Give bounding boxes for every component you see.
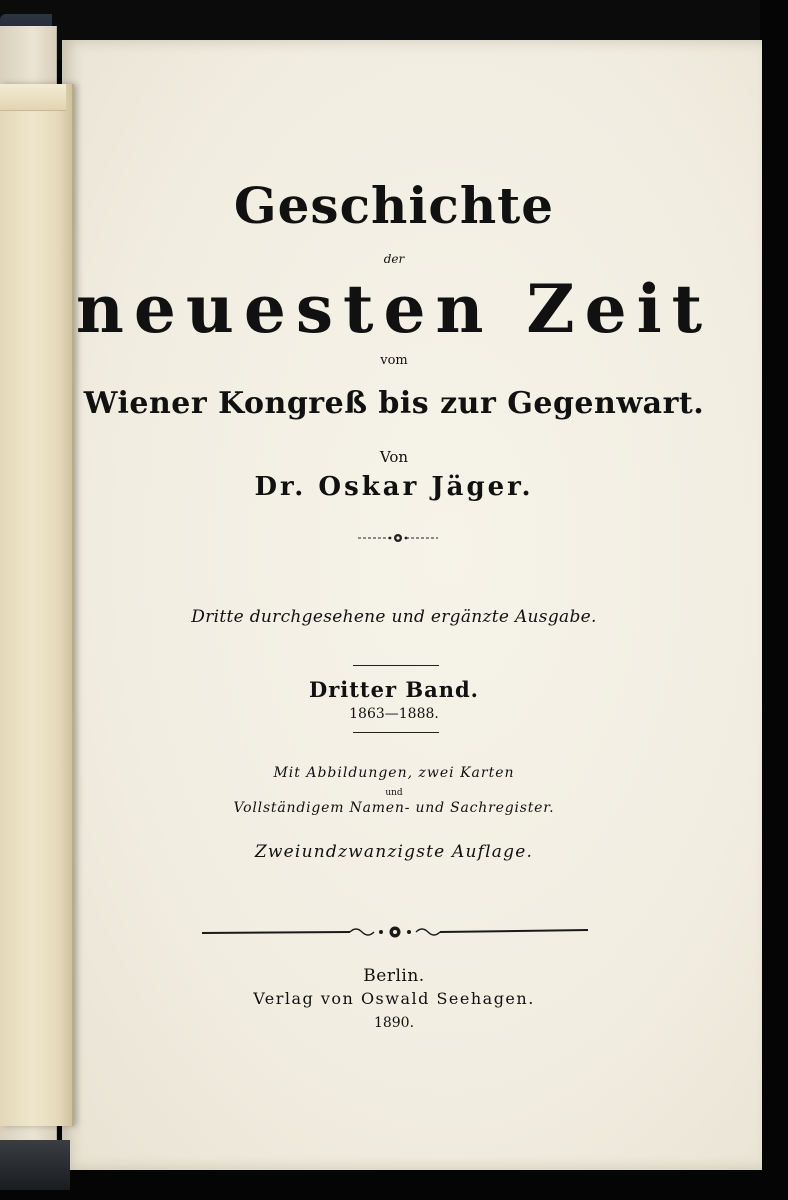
divider-top bbox=[353, 665, 439, 666]
edition-statement: Dritte durchgesehene und ergänzte Ausgabe. bbox=[191, 607, 597, 627]
title-connector-der: der bbox=[383, 252, 405, 266]
divider-bottom bbox=[353, 732, 439, 733]
author-prefix: Von bbox=[379, 448, 409, 466]
contents-connector: und bbox=[385, 788, 403, 798]
volume-label: Dritter Band. bbox=[308, 677, 479, 702]
imprint-city: Berlin. bbox=[363, 966, 425, 986]
flyleaf-fold bbox=[0, 84, 66, 111]
book-cover-bottom bbox=[0, 1140, 70, 1190]
title-connector-vom: vom bbox=[380, 353, 408, 368]
imprint-publisher: Verlag von Oswald Seehagen. bbox=[253, 989, 535, 1008]
contents-line-1: Mit Abbildungen, zwei Karten bbox=[273, 765, 515, 781]
title-line-2: neuesten Zeit bbox=[75, 270, 713, 348]
large-ornament-icon bbox=[200, 922, 590, 942]
volume-years: 1863—1888. bbox=[349, 706, 439, 722]
printing-statement: Zweiundzwanzigste Auflage. bbox=[254, 842, 534, 862]
author-name: Dr. Oskar Jäger. bbox=[254, 472, 534, 502]
contents-line-2: Vollständigem Namen- und Sachregister. bbox=[233, 800, 555, 816]
subtitle: Wiener Kongreß bis zur Gegenwart. bbox=[83, 386, 705, 421]
title-line-1: Geschichte bbox=[233, 176, 555, 235]
imprint-year: 1890. bbox=[373, 1015, 415, 1031]
small-ornament-icon bbox=[356, 531, 440, 545]
